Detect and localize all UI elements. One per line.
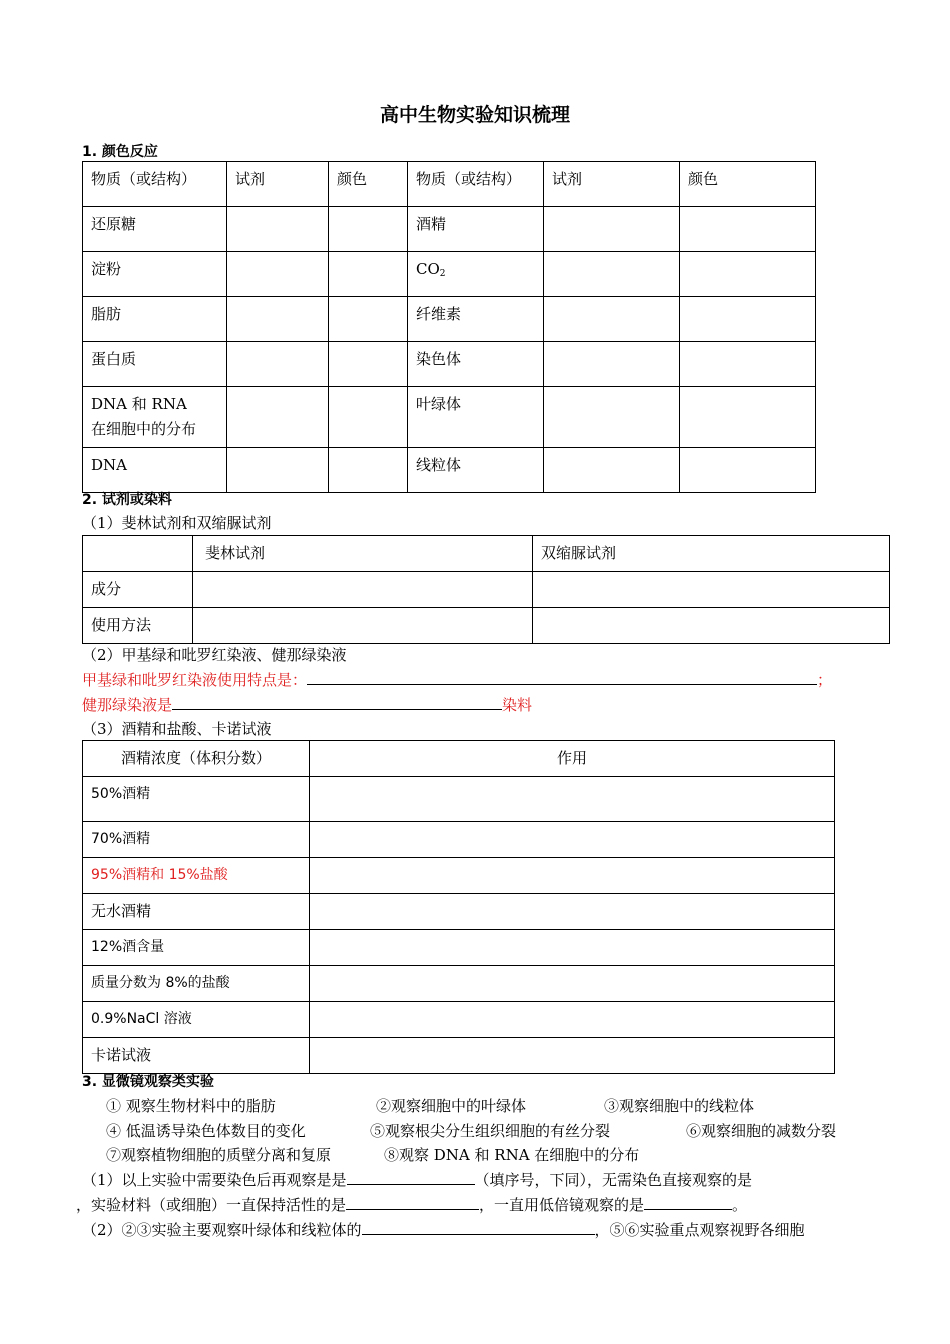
question-1-line-2	[76, 1194, 747, 1215]
question-text: ，⑤⑥实验重点观察视野各细胞	[594, 1221, 805, 1239]
row-label: 50%酒精	[83, 777, 310, 822]
substance-cell	[83, 387, 227, 448]
substance-cell	[408, 252, 544, 297]
reagent-table	[82, 535, 890, 644]
answer-cell[interactable]	[544, 252, 680, 297]
table-row	[83, 448, 816, 493]
table-header-row	[83, 536, 890, 572]
header-cell: 双缩脲试剂	[533, 536, 890, 572]
fill-line-janus	[82, 694, 532, 715]
answer-cell[interactable]	[544, 342, 680, 387]
table-row	[83, 858, 835, 894]
answer-cell[interactable]	[227, 342, 329, 387]
table-header-row	[83, 162, 816, 207]
answer-cell[interactable]	[329, 207, 408, 252]
answer-cell[interactable]	[310, 930, 835, 966]
answer-cell[interactable]	[544, 207, 680, 252]
table-row	[83, 252, 816, 297]
answer-cell[interactable]	[310, 966, 835, 1002]
color-reaction-table	[82, 161, 816, 493]
section-2-heading: 2. 试剂或染料	[82, 492, 172, 508]
co2-subscript: 2	[439, 269, 446, 279]
substance-cell: 淀粉	[83, 252, 227, 297]
table-header-row	[83, 741, 835, 777]
answer-cell[interactable]	[680, 252, 816, 297]
experiment-item: ⑤观察根尖分生组织细胞的有丝分裂	[370, 1122, 611, 1140]
answer-cell[interactable]	[544, 387, 680, 448]
row-label: 质量分数为 8%的盐酸	[83, 966, 310, 1002]
experiment-item: ⑦观察植物细胞的质壁分离和复原	[106, 1146, 332, 1164]
experiment-item: ① 观察生物材料中的脂肪	[106, 1097, 276, 1115]
fill-line-stain	[82, 669, 832, 690]
header-cell: 试剂	[227, 162, 329, 207]
answer-cell[interactable]	[680, 297, 816, 342]
substance-line: DNA 和 RNA	[91, 395, 187, 413]
stain-prompt: 甲基绿和吡罗红染液使用特点是：	[82, 671, 308, 689]
question-2-line-1	[82, 1219, 805, 1240]
answer-cell[interactable]	[680, 207, 816, 252]
answer-cell[interactable]	[329, 342, 408, 387]
table-row	[83, 387, 816, 448]
table-row	[83, 572, 890, 608]
section-1-heading: 1. 颜色反应	[82, 144, 158, 160]
substance-cell: DNA	[83, 448, 227, 493]
subheading-2: （2）甲基绿和吡罗红染液、健那绿染液	[82, 646, 347, 664]
experiment-item: ②观察细胞中的叶绿体	[376, 1097, 527, 1115]
question-text: （1）以上实验中需要染色后再观察是是	[82, 1171, 347, 1189]
answer-cell[interactable]	[544, 297, 680, 342]
row-label: 0.9%NaCl 溶液	[83, 1002, 310, 1038]
table-row	[83, 297, 816, 342]
answer-cell[interactable]	[193, 572, 533, 608]
substance-cell: 线粒体	[408, 448, 544, 493]
answer-cell[interactable]	[680, 387, 816, 448]
experiment-item: ③观察细胞中的线粒体	[604, 1097, 755, 1115]
answer-blank[interactable]	[172, 695, 502, 710]
co2-label: CO	[416, 260, 440, 278]
answer-cell[interactable]	[329, 252, 408, 297]
answer-cell[interactable]	[533, 572, 890, 608]
question-text: ，实验材料（或细胞）一直保持活性的是	[76, 1196, 347, 1214]
row-label: 12%酒含量	[83, 930, 310, 966]
answer-blank[interactable]	[347, 1170, 475, 1185]
table-row	[83, 930, 835, 966]
answer-cell[interactable]	[227, 448, 329, 493]
answer-blank[interactable]	[362, 1220, 595, 1235]
answer-cell[interactable]	[680, 448, 816, 493]
table-row	[83, 966, 835, 1002]
question-text: ，一直用低倍镜观察的是	[479, 1196, 645, 1214]
answer-cell[interactable]	[544, 448, 680, 493]
stain-end: ；	[817, 671, 833, 689]
row-label: 95%酒精和 15%盐酸	[83, 858, 310, 894]
header-cell: 物质（或结构）	[408, 162, 544, 207]
row-label: 70%酒精	[83, 822, 310, 858]
table-row	[83, 207, 816, 252]
page-title: 高中生物实验知识梳理	[379, 104, 570, 126]
question-1-line-1	[82, 1169, 752, 1190]
row-label: 无水酒精	[83, 894, 310, 930]
header-cell: 作用	[310, 741, 835, 777]
answer-cell[interactable]	[533, 608, 890, 644]
header-cell: 酒精浓度（体积分数）	[83, 741, 310, 777]
subheading-1: （1）斐林试剂和双缩脲试剂	[82, 514, 272, 532]
answer-cell[interactable]	[227, 297, 329, 342]
answer-cell[interactable]	[310, 1038, 835, 1074]
substance-cell: 染色体	[408, 342, 544, 387]
substance-cell: 叶绿体	[408, 387, 544, 448]
answer-cell[interactable]	[227, 207, 329, 252]
answer-cell[interactable]	[310, 822, 835, 858]
substance-cell: 酒精	[408, 207, 544, 252]
answer-cell[interactable]	[310, 894, 835, 930]
janus-end: 染料	[502, 696, 533, 714]
table-row	[83, 608, 890, 644]
header-cell: 物质（或结构）	[83, 162, 227, 207]
header-cell: 试剂	[544, 162, 680, 207]
substance-cell: 纤维素	[408, 297, 544, 342]
answer-cell[interactable]	[227, 252, 329, 297]
header-cell: 颜色	[329, 162, 408, 207]
row-label: 卡诺试液	[83, 1038, 310, 1074]
answer-cell[interactable]	[227, 387, 329, 448]
header-cell	[83, 536, 193, 572]
header-cell: 斐林试剂	[193, 536, 533, 572]
header-cell: 颜色	[680, 162, 816, 207]
answer-cell[interactable]	[329, 387, 408, 448]
alcohol-table	[82, 740, 835, 1074]
section-3-heading: 3. 显微镜观察类实验	[82, 1074, 214, 1090]
table-row	[83, 777, 835, 822]
question-text: （2）②③实验主要观察叶绿体和线粒体的	[82, 1221, 362, 1239]
subheading-3: （3）酒精和盐酸、卡诺试液	[82, 720, 272, 738]
answer-cell[interactable]	[680, 342, 816, 387]
experiment-item: ⑥观察细胞的减数分裂	[686, 1122, 837, 1140]
janus-prompt: 健那绿染液是	[82, 696, 173, 714]
row-label: 使用方法	[83, 608, 193, 644]
experiment-item: ④ 低温诱导染色体数目的变化	[106, 1122, 306, 1140]
question-text: （填序号，下同），无需染色直接观察的是	[474, 1171, 753, 1189]
answer-cell[interactable]	[310, 858, 835, 894]
substance-cell: 蛋白质	[83, 342, 227, 387]
answer-blank[interactable]	[307, 670, 817, 685]
answer-cell[interactable]	[329, 448, 408, 493]
answer-cell[interactable]	[329, 297, 408, 342]
table-row	[83, 1038, 835, 1074]
answer-cell[interactable]	[310, 777, 835, 822]
table-row	[83, 894, 835, 930]
table-row	[83, 822, 835, 858]
substance-cell: 还原糖	[83, 207, 227, 252]
question-text: 。	[732, 1196, 748, 1214]
answer-blank[interactable]	[346, 1195, 479, 1210]
substance-cell: 脂肪	[83, 297, 227, 342]
substance-line: 在细胞中的分布	[91, 420, 197, 438]
answer-cell[interactable]	[310, 1002, 835, 1038]
answer-blank[interactable]	[644, 1195, 732, 1210]
answer-cell[interactable]	[193, 608, 533, 644]
table-row	[83, 342, 816, 387]
experiment-item: ⑧观察 DNA 和 RNA 在细胞中的分布	[384, 1146, 640, 1164]
table-row	[83, 1002, 835, 1038]
row-label: 成分	[83, 572, 193, 608]
